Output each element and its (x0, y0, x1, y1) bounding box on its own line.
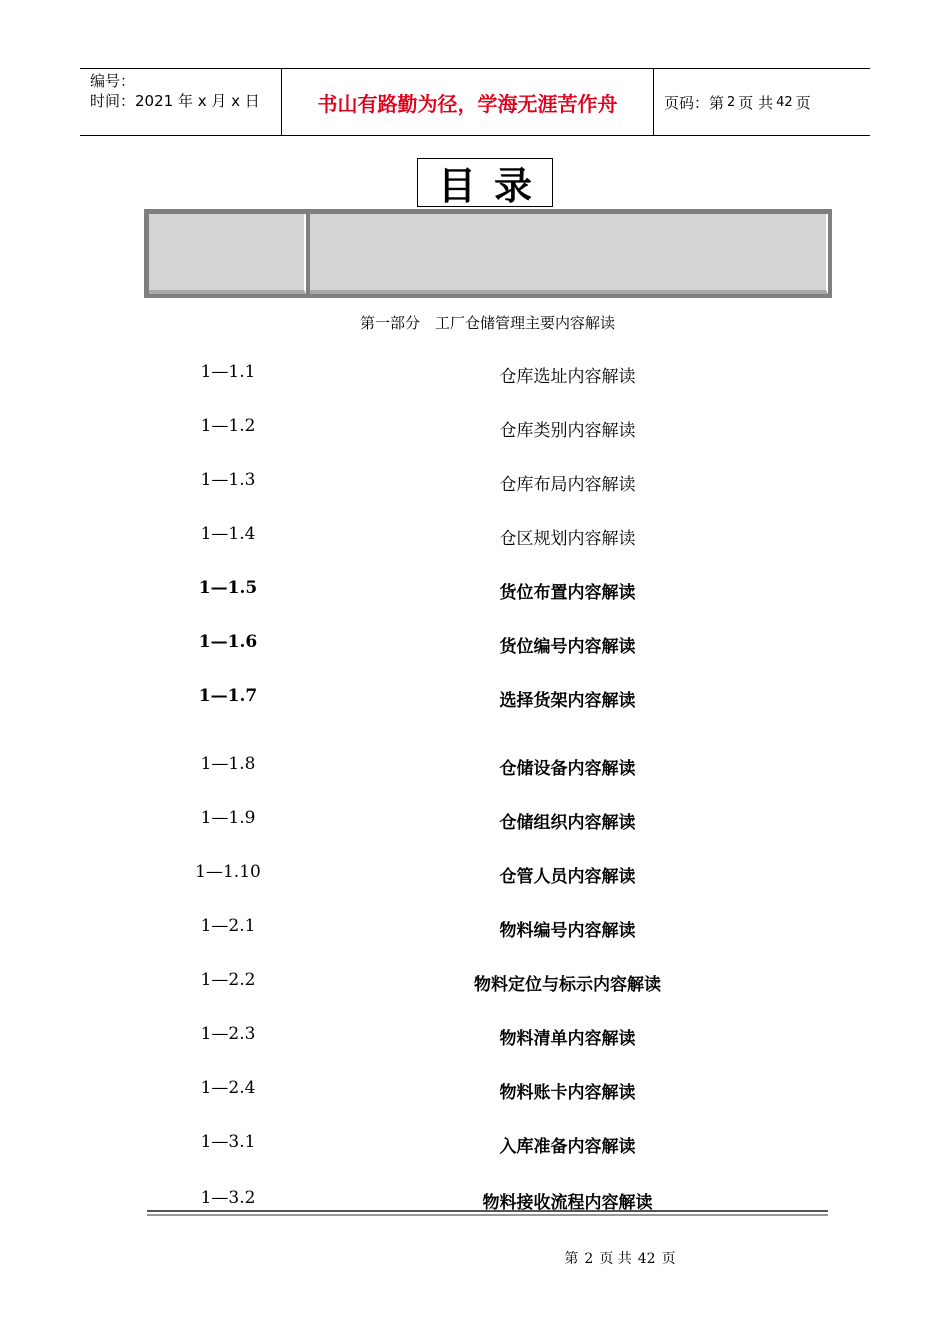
toc-entry[interactable] (0, 524, 950, 548)
toc-entry-number: 1—2.1 (200, 916, 256, 936)
toc-entry-title: 货位布置内容解读 (499, 583, 636, 603)
grey-banner-left (149, 214, 306, 294)
toc-entry-number: 1—1.4 (200, 524, 256, 544)
page-prefix: 页码：第 (664, 93, 725, 112)
toc-entry-title: 仓储组织内容解读 (499, 813, 636, 833)
toc-entry-title: 仓储设备内容解读 (499, 759, 636, 779)
footer-mid: 页 共 (599, 1251, 632, 1267)
toc-entry[interactable] (0, 970, 950, 994)
bottom-divider (147, 1210, 828, 1216)
toc-entry-title: 物料定位与标示内容解读 (474, 975, 661, 995)
toc-entry[interactable] (0, 1132, 950, 1156)
toc-entry-number: 1—1.9 (200, 808, 256, 828)
toc-entry-number: 1—1.6 (198, 632, 258, 652)
toc-entry-title: 仓库选址内容解读 (499, 367, 636, 387)
toc-entry-title: 仓区规划内容解读 (499, 529, 636, 549)
toc-entry-number: 1—1.10 (195, 862, 261, 882)
toc-entry-title: 仓管人员内容解读 (499, 867, 636, 887)
toc-entry[interactable] (0, 578, 950, 602)
page-header (80, 68, 870, 136)
toc-entry-title: 选择货架内容解读 (499, 691, 636, 711)
toc-entry-number: 1—3.2 (200, 1188, 256, 1208)
toc-entry[interactable] (0, 1188, 950, 1212)
header-motto: 书山有路勤为径，学海无涯苦作舟 (281, 69, 654, 135)
footer-current: 2 (584, 1251, 594, 1267)
footer-suffix: 页 (661, 1251, 676, 1267)
toc-entry[interactable] (0, 862, 950, 886)
page-title: 目录 (417, 158, 553, 207)
footer-prefix: 第 (564, 1251, 579, 1267)
toc-entry[interactable] (0, 632, 950, 656)
header-page-info (654, 69, 870, 135)
toc-entry-number: 1—1.2 (200, 416, 256, 436)
toc-entry-title: 仓库布局内容解读 (499, 475, 636, 495)
page-footer (0, 1248, 950, 1268)
header-meta (80, 69, 281, 135)
toc-entry-title: 物料账卡内容解读 (499, 1083, 636, 1103)
footer-total: 42 (637, 1251, 656, 1267)
toc-entry-title: 货位编号内容解读 (499, 637, 636, 657)
serial-label: 编号： (90, 72, 136, 90)
toc-entry-number: 1—2.3 (200, 1024, 256, 1044)
toc-entry-number: 1—3.1 (200, 1132, 256, 1152)
toc-entry-title: 物料接收流程内容解读 (482, 1193, 653, 1213)
page-total: 42 (776, 94, 793, 110)
toc-entry-number: 1—1.1 (200, 362, 256, 382)
date-label: 时间：2021 年 x 月 x 日 (90, 92, 260, 110)
toc-entry-number: 1—1.5 (198, 578, 258, 598)
toc-entry-title: 物料清单内容解读 (499, 1029, 636, 1049)
toc-entry-number: 1—2.4 (200, 1078, 256, 1098)
toc-entry[interactable] (0, 416, 950, 440)
toc-entry-number: 1—1.8 (200, 754, 256, 774)
toc-entry[interactable] (0, 808, 950, 832)
grey-banner (144, 209, 832, 298)
toc-entry[interactable] (0, 1078, 950, 1102)
page-mid: 页 共 (738, 93, 774, 112)
toc-entry[interactable] (0, 362, 950, 386)
toc-entry-number: 1—2.2 (200, 970, 256, 990)
grey-banner-right (310, 214, 828, 294)
page-current: 2 (727, 94, 736, 110)
toc-entry[interactable] (0, 686, 950, 710)
toc-entry[interactable] (0, 754, 950, 778)
section-title: 第一部分 工厂仓储管理主要内容解读 (359, 314, 615, 332)
toc-entry-title: 入库准备内容解读 (499, 1137, 636, 1157)
page-suffix: 页 (795, 93, 811, 112)
toc-entry-number: 1—1.3 (200, 470, 256, 490)
toc-entry[interactable] (0, 470, 950, 494)
toc-entry[interactable] (0, 1024, 950, 1048)
toc-entry-title: 仓库类别内容解读 (499, 421, 636, 441)
toc-entry[interactable] (0, 916, 950, 940)
toc-entry-title: 物料编号内容解读 (499, 921, 636, 941)
toc-entry-number: 1—1.7 (198, 686, 258, 706)
